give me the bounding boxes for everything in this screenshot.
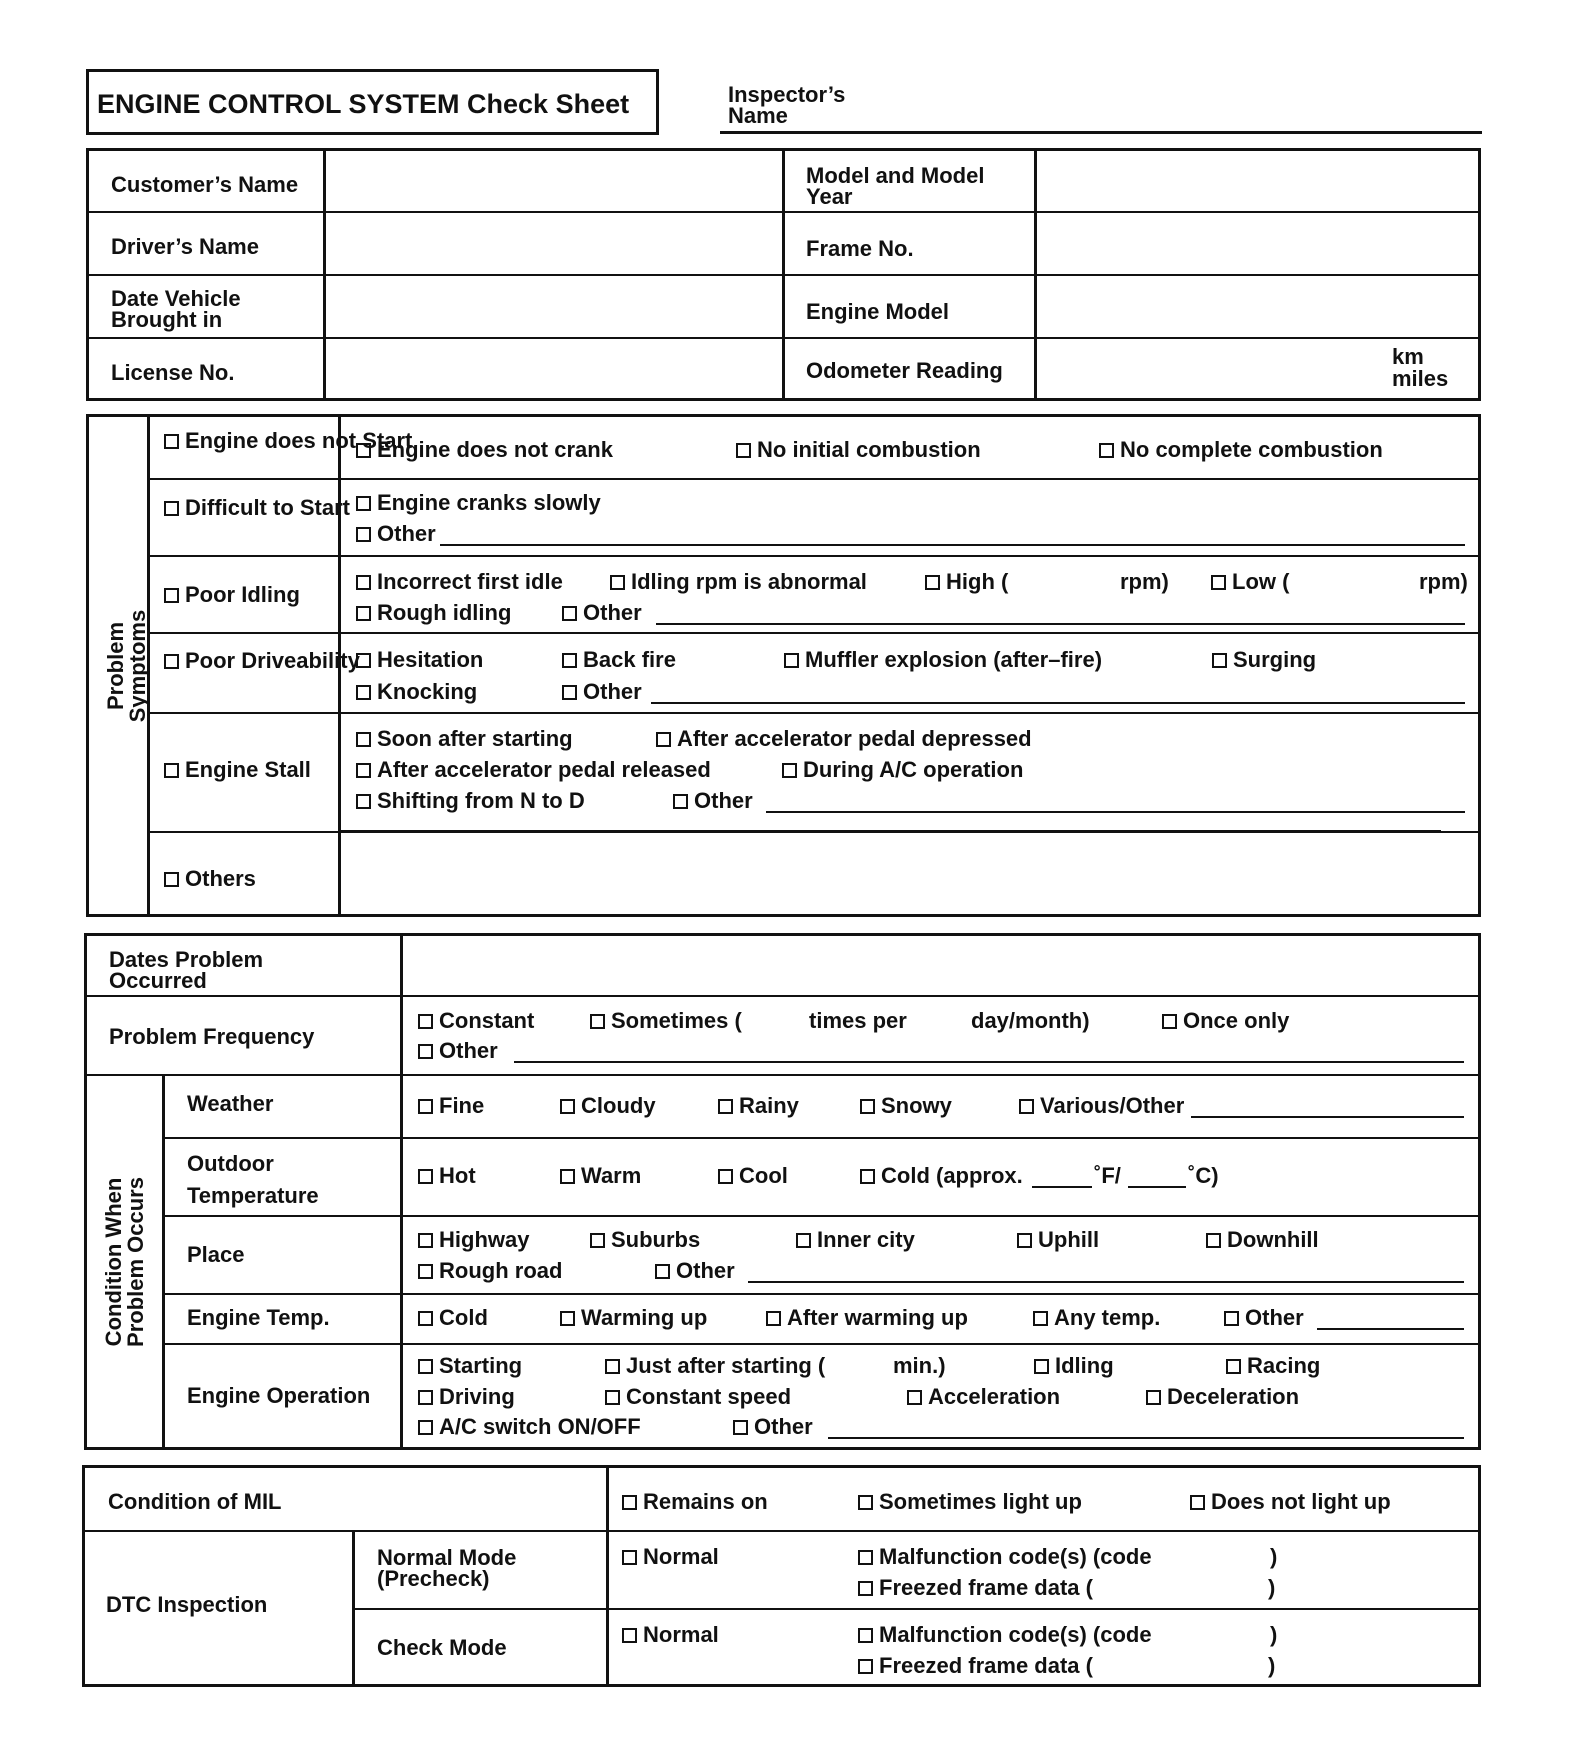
- check-mode-malfunction-checkbox[interactable]: Malfunction code(s) (code: [858, 1624, 1152, 1646]
- model-year-label: Model and Model Year: [806, 163, 985, 209]
- incorrect-first-idle-checkbox[interactable]: Incorrect first idle: [356, 571, 563, 593]
- date-vehicle-label: Date Vehicle Brought in: [111, 286, 241, 332]
- miles-unit: miles: [1392, 366, 1449, 391]
- suburbs-checkbox[interactable]: Suburbs: [590, 1229, 700, 1251]
- place-other-line[interactable]: [748, 1281, 1464, 1283]
- operation-other-checkbox[interactable]: Other: [733, 1416, 813, 1438]
- inner-city-checkbox[interactable]: Inner city: [796, 1229, 915, 1251]
- idling-other-checkbox[interactable]: Other: [562, 602, 642, 624]
- uphill-checkbox[interactable]: Uphill: [1017, 1229, 1099, 1251]
- deg-c-label: ˚C): [1188, 1163, 1219, 1188]
- after-pedal-depressed-checkbox[interactable]: After accelerator pedal depressed: [656, 728, 1032, 750]
- difficult-start-checkbox[interactable]: Difficult to Start: [164, 497, 350, 519]
- dates-problem-label: Dates Problem Occurred: [109, 947, 264, 993]
- idling-checkbox[interactable]: Idling: [1034, 1355, 1114, 1377]
- cool-checkbox[interactable]: Cool: [718, 1165, 788, 1187]
- cloudy-checkbox[interactable]: Cloudy: [560, 1095, 656, 1117]
- frequency-other-checkbox[interactable]: Other: [418, 1040, 498, 1062]
- stall-other-checkbox[interactable]: Other: [673, 790, 753, 812]
- date-vehicle-field[interactable]: [326, 277, 780, 335]
- sometimes-checkbox[interactable]: Sometimes (: [590, 1010, 742, 1032]
- ac-switch-checkbox[interactable]: A/C switch ON/OFF: [418, 1416, 641, 1438]
- check-malfunction-close: ): [1270, 1622, 1278, 1647]
- condition-occurs-label: Condition When Problem Occurs: [101, 1177, 148, 1347]
- temp-c-line[interactable]: [1128, 1186, 1186, 1188]
- after-warming-up-checkbox[interactable]: After warming up: [766, 1307, 968, 1329]
- deg-f-label: ˚F/: [1094, 1163, 1121, 1188]
- customers-name-field[interactable]: [326, 151, 780, 209]
- racing-checkbox[interactable]: Racing: [1226, 1355, 1320, 1377]
- problem-symptoms-label: Problem Symptoms: [103, 609, 150, 723]
- engine-temp-other-line[interactable]: [1317, 1328, 1464, 1330]
- driving-checkbox[interactable]: Driving: [418, 1386, 515, 1408]
- dtc-inspection-label: DTC Inspection: [106, 1592, 268, 1617]
- surging-checkbox[interactable]: Surging: [1212, 649, 1316, 671]
- shifting-n-to-d-checkbox[interactable]: Shifting from N to D: [356, 790, 585, 812]
- odometer-field[interactable]: [1037, 340, 1377, 398]
- various-other-checkbox[interactable]: Various/Other: [1019, 1095, 1184, 1117]
- normal-mode-freezed-checkbox[interactable]: Freezed frame data (: [858, 1577, 1093, 1599]
- dates-problem-field[interactable]: [403, 936, 1478, 993]
- engine-model-label: Engine Model: [806, 299, 949, 324]
- once-only-checkbox[interactable]: Once only: [1162, 1010, 1289, 1032]
- normal-freezed-close: ): [1268, 1575, 1276, 1600]
- normal-mode-normal-checkbox[interactable]: Normal: [622, 1546, 719, 1568]
- license-no-field[interactable]: [326, 340, 780, 398]
- poor-driveability-checkbox[interactable]: Poor Driveability: [164, 650, 360, 672]
- others-field[interactable]: [341, 834, 1478, 914]
- difficult-other-line[interactable]: [440, 544, 1465, 546]
- engine-temp-other-checkbox[interactable]: Other: [1224, 1307, 1304, 1329]
- odometer-label: Odometer Reading: [806, 358, 1003, 383]
- back-fire-checkbox[interactable]: Back fire: [562, 649, 676, 671]
- frame-no-label: Frame No.: [806, 236, 914, 261]
- sometimes-light-up-checkbox[interactable]: Sometimes light up: [858, 1491, 1082, 1513]
- weather-label: Weather: [187, 1091, 274, 1116]
- license-no-label: License No.: [111, 360, 235, 385]
- drivers-name-field[interactable]: [326, 214, 780, 272]
- deceleration-checkbox[interactable]: Deceleration: [1146, 1386, 1299, 1408]
- model-year-field[interactable]: [1037, 151, 1478, 209]
- temp-f-line[interactable]: [1032, 1186, 1092, 1188]
- various-other-line[interactable]: [1191, 1116, 1464, 1118]
- cold-approx-checkbox[interactable]: Cold (approx.: [860, 1165, 1023, 1187]
- knocking-checkbox[interactable]: Knocking: [356, 681, 477, 703]
- acceleration-checkbox[interactable]: Acceleration: [907, 1386, 1060, 1408]
- after-pedal-released-checkbox[interactable]: After accelerator pedal released: [356, 759, 711, 781]
- normal-malfunction-close: ): [1270, 1544, 1278, 1569]
- no-initial-combustion-checkbox[interactable]: No initial combustion: [736, 439, 981, 461]
- starting-checkbox[interactable]: Starting: [418, 1355, 522, 1377]
- fine-checkbox[interactable]: Fine: [418, 1095, 484, 1117]
- title-box: [86, 69, 659, 135]
- low-rpm-checkbox[interactable]: Low (: [1211, 571, 1289, 593]
- just-after-starting-checkbox[interactable]: Just after starting (: [605, 1355, 825, 1377]
- times-per-label: times per: [809, 1008, 907, 1033]
- place-label: Place: [187, 1242, 245, 1267]
- day-month-label: day/month): [971, 1008, 1090, 1033]
- rough-idling-checkbox[interactable]: Rough idling: [356, 602, 511, 624]
- engine-stall-checkbox[interactable]: Engine Stall: [164, 759, 311, 781]
- does-not-light-up-checkbox[interactable]: Does not light up: [1190, 1491, 1391, 1513]
- check-mode-label: Check Mode: [377, 1635, 507, 1660]
- check-freezed-close: ): [1268, 1653, 1276, 1678]
- engine-cranks-slowly-checkbox[interactable]: Engine cranks slowly: [356, 492, 601, 514]
- any-temp-checkbox[interactable]: Any temp.: [1033, 1307, 1160, 1329]
- page-title: ENGINE CONTROL SYSTEM Check Sheet: [97, 89, 630, 119]
- during-ac-checkbox[interactable]: During A/C operation: [782, 759, 1023, 781]
- engine-temp-label: Engine Temp.: [187, 1305, 330, 1330]
- operation-other-line[interactable]: [828, 1437, 1464, 1439]
- downhill-checkbox[interactable]: Downhill: [1206, 1229, 1319, 1251]
- remains-on-checkbox[interactable]: Remains on: [622, 1491, 768, 1513]
- high-rpm-unit: rpm): [1120, 569, 1169, 594]
- constant-speed-checkbox[interactable]: Constant speed: [605, 1386, 791, 1408]
- soon-after-starting-checkbox[interactable]: Soon after starting: [356, 728, 573, 750]
- normal-mode-malfunction-checkbox[interactable]: Malfunction code(s) (code: [858, 1546, 1152, 1568]
- idling-rpm-abnormal-checkbox[interactable]: Idling rpm is abnormal: [610, 571, 867, 593]
- problem-frequency-label: Problem Frequency: [109, 1024, 315, 1049]
- hot-checkbox[interactable]: Hot: [418, 1165, 476, 1187]
- low-rpm-unit: rpm): [1419, 569, 1468, 594]
- hesitation-checkbox[interactable]: Hesitation: [356, 649, 483, 671]
- place-other-checkbox[interactable]: Other: [655, 1260, 735, 1282]
- stall-other-line[interactable]: [766, 811, 1465, 813]
- poor-idling-checkbox[interactable]: Poor Idling: [164, 584, 300, 606]
- condition-mil-label: Condition of MIL: [108, 1489, 282, 1514]
- no-complete-combustion-checkbox[interactable]: No complete combustion: [1099, 439, 1383, 461]
- inspector-name-line[interactable]: [720, 131, 1482, 134]
- check-mode-normal-checkbox[interactable]: Normal: [622, 1624, 719, 1646]
- highway-checkbox[interactable]: Highway: [418, 1229, 529, 1251]
- rainy-checkbox[interactable]: Rainy: [718, 1095, 799, 1117]
- customers-name-label: Customer’s Name: [111, 172, 299, 197]
- idling-other-line[interactable]: [656, 623, 1465, 625]
- drive-other-checkbox[interactable]: Other: [562, 681, 642, 703]
- engine-model-field[interactable]: [1037, 277, 1478, 335]
- km-unit: km: [1392, 344, 1424, 369]
- frequency-other-line[interactable]: [514, 1061, 1464, 1063]
- difficult-other-checkbox[interactable]: Other: [356, 523, 436, 545]
- outdoor-temperature-label: Outdoor Temperature: [187, 1151, 319, 1208]
- snowy-checkbox[interactable]: Snowy: [860, 1095, 952, 1117]
- drive-other-line[interactable]: [651, 702, 1465, 704]
- normal-mode-label: Normal Mode (Precheck): [377, 1545, 517, 1591]
- muffler-explosion-checkbox[interactable]: Muffler explosion (after–fire): [784, 649, 1102, 671]
- warming-up-checkbox[interactable]: Warming up: [560, 1307, 707, 1329]
- inspector-label: Inspector’s Name: [728, 82, 846, 128]
- frame-no-field[interactable]: [1037, 214, 1478, 272]
- high-rpm-checkbox[interactable]: High (: [925, 571, 1008, 593]
- cold-checkbox[interactable]: Cold: [418, 1307, 488, 1329]
- check-mode-freezed-checkbox[interactable]: Freezed frame data (: [858, 1655, 1093, 1677]
- stall-extra-line[interactable]: [341, 830, 1441, 832]
- warm-checkbox[interactable]: Warm: [560, 1165, 641, 1187]
- engine-not-crank-checkbox[interactable]: Engine does not crank: [356, 439, 613, 461]
- min-label: min.): [893, 1353, 946, 1378]
- drivers-name-label: Driver’s Name: [111, 234, 259, 259]
- rough-road-checkbox[interactable]: Rough road: [418, 1260, 562, 1282]
- engine-not-start-checkbox[interactable]: Engine does not Start: [164, 430, 412, 452]
- others-checkbox[interactable]: Others: [164, 868, 256, 890]
- engine-operation-label: Engine Operation: [187, 1383, 371, 1408]
- constant-checkbox[interactable]: Constant: [418, 1010, 534, 1032]
